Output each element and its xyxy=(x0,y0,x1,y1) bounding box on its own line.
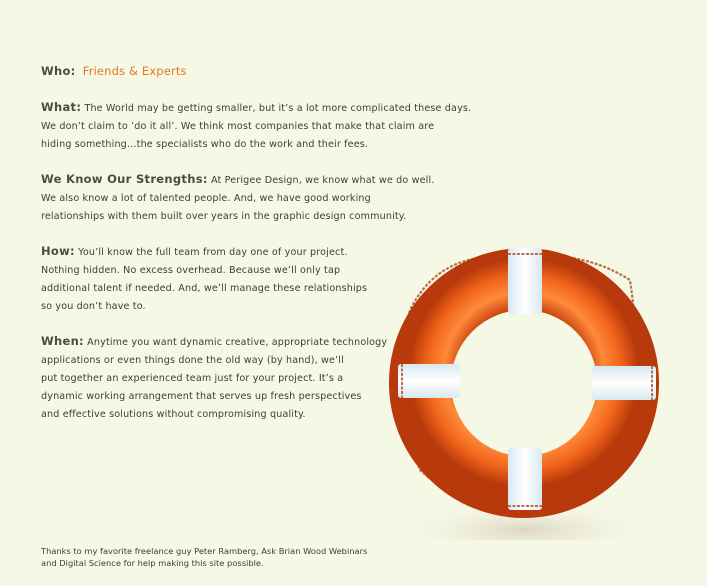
how-text-line: so you don’t have to. xyxy=(41,301,146,312)
life-buoy-graphic xyxy=(380,240,680,540)
who-value: Friends & Experts xyxy=(82,64,187,78)
buoy-band-bottom xyxy=(508,448,542,510)
when-text-line: and effective solutions without compromising quality. xyxy=(41,409,306,420)
strengths-text-line: At Perigee Design, we know what we do well. xyxy=(210,175,435,186)
strengths-text-line: We also know a lot of talented people. And, we have good working xyxy=(41,193,371,204)
when-text-line: applications or even things done the old way (by hand), we’ll xyxy=(41,355,344,366)
how-text-line: additional talent if needed. And, we’ll manage these relationships xyxy=(41,283,368,294)
when-text-line: Anytime you want dynamic creative, appropriate technology xyxy=(87,337,388,348)
when-text-line: put together an experienced team just for your project. It’s a xyxy=(41,373,344,384)
how-label: How: xyxy=(41,244,75,258)
strengths-text-line: relationships with them built over years in the graphic design community. xyxy=(41,211,407,222)
buoy-band-left xyxy=(398,364,460,398)
buoy-band-right xyxy=(592,366,656,400)
when-label: When: xyxy=(41,334,84,348)
how-text-line: Nothing hidden. No excess overhead. Because we’ll only tap xyxy=(41,265,341,276)
when-text-line: dynamic working arrangement that serves up fresh perspectives xyxy=(41,391,362,402)
what-text-line: hiding something…the specialists who do the work and their fees. xyxy=(41,139,369,150)
when-section xyxy=(41,332,387,424)
footer-line: Thanks to my favorite freelance guy Peter Ramberg, Ask Brian Wood Webinars xyxy=(41,546,368,556)
how-text-line: You’ll know the full team from day one of your project. xyxy=(78,247,348,258)
footer-credits xyxy=(41,546,367,569)
who-section xyxy=(41,62,187,82)
buoy-band-top xyxy=(508,248,542,314)
what-text-line: The World may be getting smaller, but it’s a lot more complicated these days. xyxy=(84,103,472,114)
who-label: Who: xyxy=(41,64,76,78)
life-buoy-icon xyxy=(380,240,680,540)
how-section xyxy=(41,242,367,316)
strengths-label: We Know Our Strengths: xyxy=(41,172,208,186)
strengths-section xyxy=(41,170,435,226)
what-text-line: We don’t claim to ’do it all’. We think most companies that make that claim are xyxy=(41,121,435,132)
footer-line: and Digital Science for help making this site possible. xyxy=(41,557,264,568)
what-section xyxy=(41,98,471,154)
what-label: What: xyxy=(41,100,82,114)
